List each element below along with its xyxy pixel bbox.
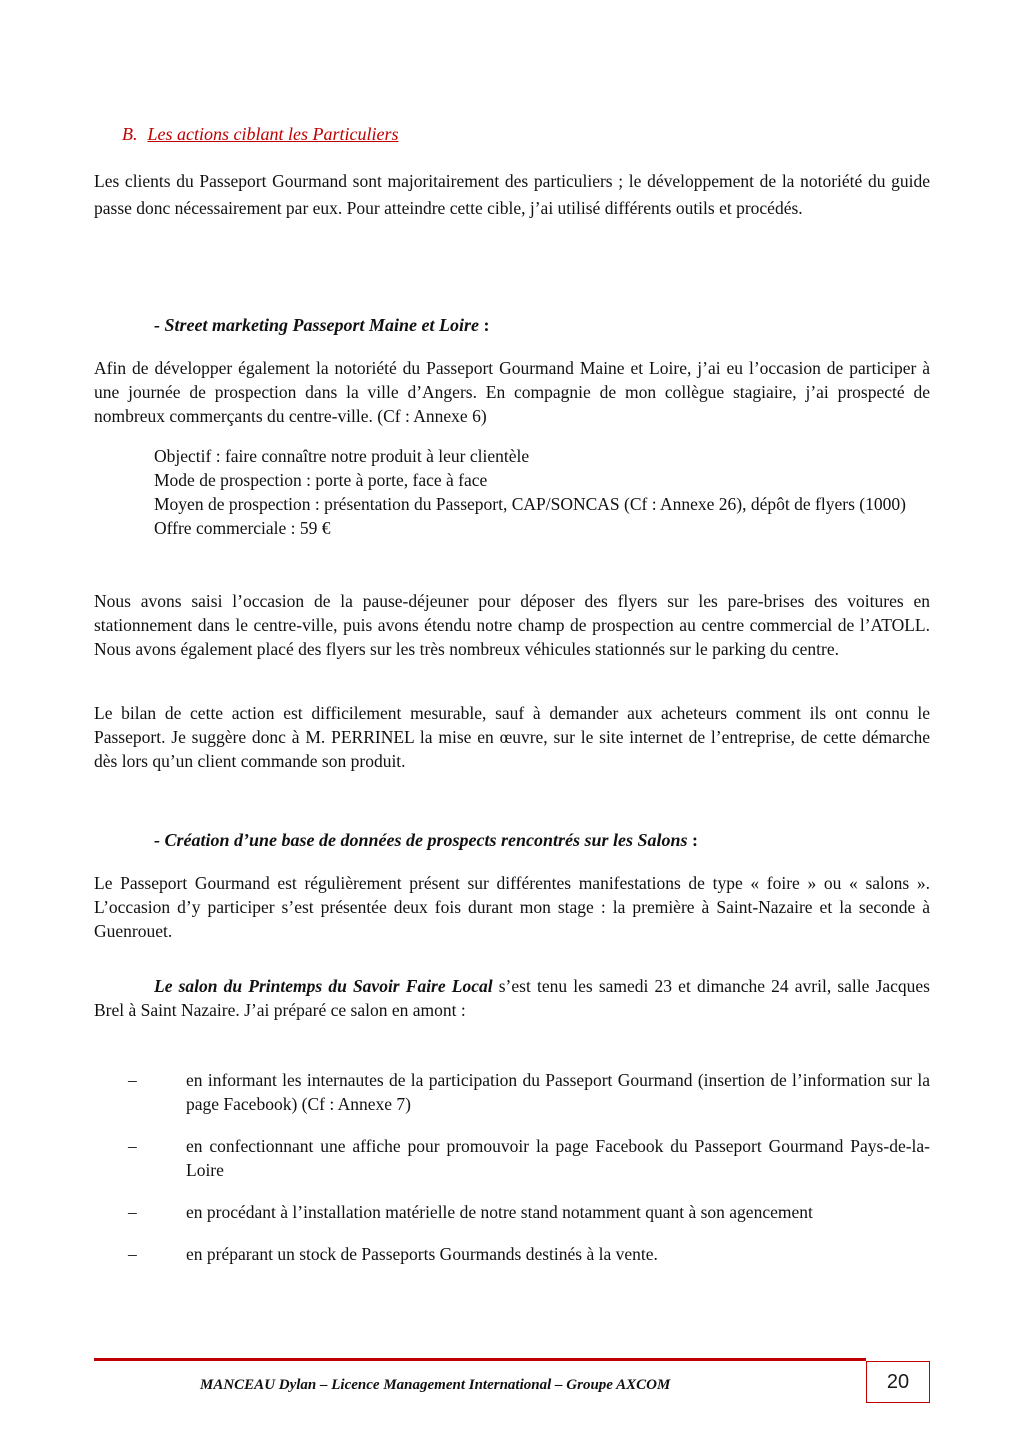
detail-offer: Offre commerciale : 59 € <box>154 518 331 538</box>
detail-means: Moyen de prospection : présentation du Passeport, CAP/SONCAS (Cf : Annexe 26), dépôt de flyers (1000) <box>154 494 906 514</box>
prospection-details-list <box>154 444 930 540</box>
preparation-item-text: en procédant à l’installation matérielle de notre stand notamment quant à son agencement <box>186 1202 813 1222</box>
detail-objective: Objectif : faire connaître notre produit à leur clientèle <box>154 446 530 466</box>
street-marketing-heading-colon: : <box>478 315 490 335</box>
street-marketing-heading <box>154 315 489 336</box>
section-title: Les actions ciblant les Particuliers <box>147 124 399 144</box>
footer-author: MANCEAU Dylan – Licence Management International – Groupe AXCOM <box>200 1377 671 1393</box>
preparation-item <box>124 1068 930 1116</box>
preparation-item <box>124 1242 930 1266</box>
flyers-paragraph: Nous avons saisi l’occasion de la pause-déjeuner pour déposer des flyers sur les pare-brises des voitures en stationnement dans le centre-ville, puis avons étendu notre champ de prospection au centre commercial de l’ATOLL. Nous avons également placé des flyers sur les très nombreux véhicules stationnés sur le parking du centre. <box>94 591 930 659</box>
salons-paragraph: Le Passeport Gourmand est régulièrement présent sur différentes manifestations de type « foire » ou « salons ». L’occasion d’y participer s’est présentée deux fois durant mon stage : la première à Saint-Nazaire et la seconde à Guenrouet. <box>94 873 930 941</box>
dash-bullet: – <box>128 1136 137 1156</box>
salon-name: Le salon du Printemps du Savoir Faire Local <box>154 976 493 996</box>
preparation-item <box>124 1134 930 1182</box>
preparation-item <box>124 1200 930 1224</box>
footer-divider <box>94 1358 866 1361</box>
dash-bullet: – <box>128 1070 137 1090</box>
salon-description: s’est tenu les samedi 23 et dimanche 24 avril, salle Jacques Brel à Saint Nazaire. J’ai préparé ce salon en amont : <box>94 976 930 1020</box>
section-heading <box>122 124 398 145</box>
preparation-item-text: en confectionnant une affiche pour promouvoir la page Facebook du Passeport Gourmand Pays-de-la-Loire <box>186 1136 930 1180</box>
dash-bullet: – <box>128 1244 137 1264</box>
preparation-item-text: en préparant un stock de Passeports Gourmands destinés à la vente. <box>186 1244 658 1264</box>
detail-mode: Mode de prospection : porte à porte, face à face <box>154 470 488 490</box>
assessment-paragraph: Le bilan de cette action est difficilement mesurable, sauf à demander aux acheteurs comment ils ont connu le Passeport. Je suggère donc à M. PERRINEL la mise en œuvre, sur le site internet de l’entreprise, de cette démarche dès lors qu’un client commande son produit. <box>94 703 930 771</box>
intro-paragraph: Les clients du Passeport Gourmand sont majoritairement des particuliers ; le développement de la notoriété du guide passe donc nécessairement par eux. Pour atteindre cette cible, j’ai utilisé différents outils et procédés. <box>94 171 930 218</box>
section-letter: B. <box>122 124 138 144</box>
preparation-list <box>124 1068 930 1266</box>
street-marketing-paragraph: Afin de développer également la notoriété du Passeport Gourmand Maine et Loire, j’ai eu l’occasion de participer à une journée de prospection dans la ville d’Angers. En compagnie de mon collègue stagiaire, j’ai prospecté de nombreux commerçants du centre-ville. (Cf : Annexe 6) <box>94 358 930 426</box>
page-number: 20 <box>866 1361 930 1403</box>
preparation-item-text: en informant les internautes de la participation du Passeport Gourmand (insertion de l’information sur la page Facebook) (Cf : Annexe 7) <box>186 1070 930 1114</box>
database-heading-colon: : <box>687 830 699 850</box>
dash-bullet: – <box>128 1202 137 1222</box>
street-marketing-heading-text: - Street marketing Passeport Maine et Loire <box>154 315 479 335</box>
database-heading <box>154 830 698 851</box>
database-heading-text: - Création d’une base de données de prospects rencontrés sur les Salons <box>154 830 688 850</box>
salon-printemps-paragraph <box>94 974 930 1022</box>
